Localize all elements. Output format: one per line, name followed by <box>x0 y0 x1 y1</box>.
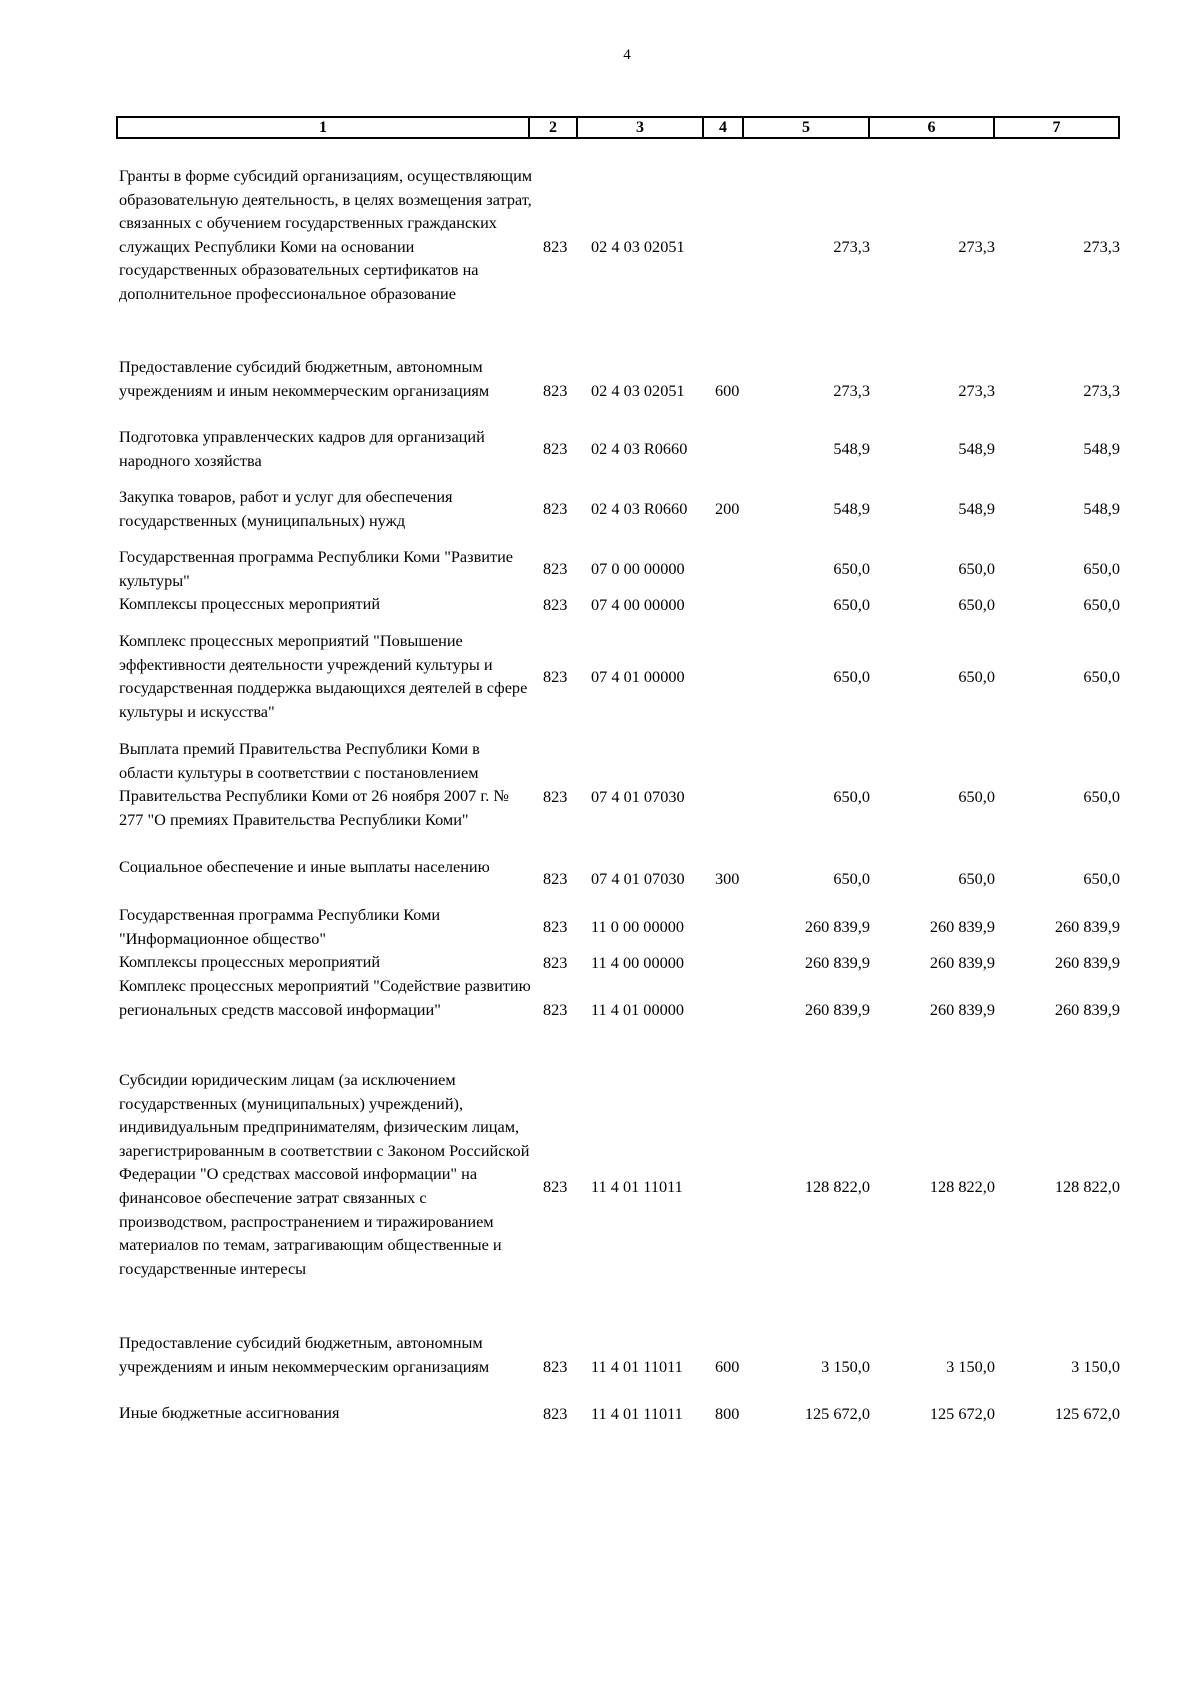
row-admin-code: 823 <box>543 380 568 400</box>
header-col-5: 5 <box>743 117 869 138</box>
row-amount-col7: 3 150,0 <box>1071 1356 1120 1376</box>
column-number-header <box>116 116 1120 139</box>
row-amount-col5: 125 672,0 <box>804 1403 870 1423</box>
table-row <box>0 1331 1200 1402</box>
row-expense-type: 300 <box>715 869 740 889</box>
row-amount-col6: 548,9 <box>958 499 995 519</box>
row-admin-code: 823 <box>543 952 568 972</box>
row-target-code: 02 4 03 R0660 <box>591 439 688 459</box>
row-target-code: 07 4 00 00000 <box>591 594 685 614</box>
row-target-code: 07 4 01 07030 <box>591 786 685 806</box>
table-row <box>0 485 1200 533</box>
row-admin-code: 823 <box>543 594 568 614</box>
page-number: 4 <box>623 47 631 63</box>
header-col-1: 1 <box>117 117 529 138</box>
header-col-7: 7 <box>994 117 1119 138</box>
row-amount-col7: 548,9 <box>1083 499 1120 519</box>
row-amount-col6: 273,3 <box>958 237 995 257</box>
row-amount-col5: 260 839,9 <box>804 917 870 937</box>
row-amount-col7: 260 839,9 <box>1054 952 1120 972</box>
row-amount-col7: 650,0 <box>1083 559 1120 579</box>
row-target-code: 02 4 03 02051 <box>591 380 685 400</box>
row-target-code: 11 4 01 11011 <box>591 1356 683 1376</box>
row-expense-type: 600 <box>715 380 740 400</box>
row-admin-code: 823 <box>543 999 568 1019</box>
row-amount-col7: 650,0 <box>1083 786 1120 806</box>
row-admin-code: 823 <box>543 499 568 519</box>
row-amount-col5: 650,0 <box>833 666 870 686</box>
row-amount-col5: 548,9 <box>833 439 870 459</box>
table-row <box>0 950 1200 975</box>
row-admin-code: 823 <box>543 1176 568 1196</box>
row-admin-code: 823 <box>543 1356 568 1376</box>
row-amount-col7: 260 839,9 <box>1054 999 1120 1019</box>
row-amount-col6: 273,3 <box>958 380 995 400</box>
row-description: Комплекс процессных мероприятий "Содействие развитию региональных средств массовой информации" <box>119 976 531 1019</box>
row-amount-col7: 650,0 <box>1083 666 1120 686</box>
row-amount-col6: 650,0 <box>958 869 995 889</box>
row-admin-code: 823 <box>543 869 568 889</box>
table-row <box>0 592 1200 617</box>
row-amount-col7: 125 672,0 <box>1054 1403 1120 1423</box>
row-amount-col6: 650,0 <box>958 559 995 579</box>
row-target-code: 11 4 01 00000 <box>591 999 685 1019</box>
row-target-code: 11 4 00 00000 <box>591 952 685 972</box>
row-admin-code: 823 <box>543 439 568 459</box>
row-amount-col5: 273,3 <box>833 237 870 257</box>
row-admin-code: 823 <box>543 786 568 806</box>
row-description: Комплексы процессных мероприятий <box>119 952 381 971</box>
row-amount-col6: 260 839,9 <box>929 917 995 937</box>
row-expense-type: 200 <box>715 499 740 519</box>
table-row <box>0 903 1200 951</box>
row-description: Иные бюджетные ассигнования <box>119 1403 340 1422</box>
table-row <box>0 855 1200 903</box>
row-description: Выплата премий Правительства Республики Коми в области культуры в соответствии с постановлением Правительства Республики Коми от 26 ноября 2007 г. № 277 "О премиях Правительства Республики Коми" <box>119 739 509 829</box>
header-col-6: 6 <box>869 117 994 138</box>
row-amount-col7: 128 822,0 <box>1054 1176 1120 1196</box>
row-amount-col5: 260 839,9 <box>804 999 870 1019</box>
table-row <box>0 545 1200 593</box>
row-description: Государственная программа Республики Коми "Информационное общество" <box>119 905 441 948</box>
row-description: Гранты в форме субсидий организациям, осуществляющим образовательную деятельность, в целях возмещения затрат, связанных с обучением государственных гражданских служащих Республики Коми на основании государственных образовательных сертификатов на дополнительное профессиональное образование <box>119 166 533 303</box>
row-target-code: 07 4 01 07030 <box>591 869 685 889</box>
row-target-code: 11 0 00 00000 <box>591 917 685 937</box>
row-amount-col7: 548,9 <box>1083 439 1120 459</box>
header-col-4: 4 <box>703 117 743 138</box>
row-target-code: 02 4 03 R0660 <box>591 499 688 519</box>
row-description: Комплекс процессных мероприятий "Повышение эффективности деятельности учреждений культуры и государственная поддержка выдающихся деятелей в сфере культуры и искусства" <box>119 631 528 721</box>
row-target-code: 07 4 01 00000 <box>591 666 685 686</box>
row-description: Комплексы процессных мероприятий <box>119 594 381 613</box>
table-row <box>0 1401 1200 1426</box>
row-amount-col7: 273,3 <box>1083 237 1120 257</box>
header-col-2: 2 <box>529 117 577 138</box>
row-target-code: 11 4 01 11011 <box>591 1176 683 1196</box>
row-amount-col6: 650,0 <box>958 786 995 806</box>
row-admin-code: 823 <box>543 559 568 579</box>
header-col-3: 3 <box>577 117 703 138</box>
table-row <box>0 737 1200 856</box>
row-description: Социальное обеспечение и иные выплаты населению <box>119 857 490 876</box>
row-amount-col5: 273,3 <box>833 380 870 400</box>
row-admin-code: 823 <box>543 666 568 686</box>
row-amount-col6: 650,0 <box>958 594 995 614</box>
row-admin-code: 823 <box>543 1403 568 1423</box>
row-amount-col5: 128 822,0 <box>804 1176 870 1196</box>
row-amount-col7: 273,3 <box>1083 380 1120 400</box>
row-description: Предоставление субсидий бюджетным, автономным учреждениям и иным некоммерческим организациям <box>119 1333 490 1376</box>
row-amount-col6: 650,0 <box>958 666 995 686</box>
row-amount-col6: 3 150,0 <box>946 1356 995 1376</box>
row-amount-col7: 650,0 <box>1083 594 1120 614</box>
table-row <box>0 425 1200 473</box>
row-amount-col5: 650,0 <box>833 559 870 579</box>
row-target-code: 11 4 01 11011 <box>591 1403 683 1423</box>
table-row <box>0 974 1200 1045</box>
row-description: Подготовка управленческих кадров для организаций народного хозяйства <box>119 427 485 470</box>
table-row <box>0 355 1200 426</box>
row-amount-col5: 650,0 <box>833 869 870 889</box>
row-amount-col6: 260 839,9 <box>929 999 995 1019</box>
row-amount-col6: 548,9 <box>958 439 995 459</box>
row-target-code: 07 0 00 00000 <box>591 559 685 579</box>
row-description: Государственная программа Республики Коми "Развитие культуры" <box>119 547 514 590</box>
row-admin-code: 823 <box>543 917 568 937</box>
row-target-code: 02 4 03 02051 <box>591 237 685 257</box>
row-description: Предоставление субсидий бюджетным, автономным учреждениям и иным некоммерческим организациям <box>119 357 490 400</box>
row-amount-col7: 260 839,9 <box>1054 917 1120 937</box>
row-expense-type: 600 <box>715 1356 740 1376</box>
row-description: Закупка товаров, работ и услуг для обеспечения государственных (муниципальных) нужд <box>119 487 453 530</box>
row-amount-col5: 548,9 <box>833 499 870 519</box>
row-amount-col6: 260 839,9 <box>929 952 995 972</box>
table-row <box>0 629 1200 724</box>
row-expense-type: 800 <box>715 1403 740 1423</box>
row-amount-col7: 650,0 <box>1083 869 1120 889</box>
row-amount-col5: 3 150,0 <box>821 1356 870 1376</box>
row-admin-code: 823 <box>543 237 568 257</box>
row-amount-col5: 650,0 <box>833 786 870 806</box>
table-row <box>0 164 1200 330</box>
table-row <box>0 1068 1200 1305</box>
row-amount-col6: 128 822,0 <box>929 1176 995 1196</box>
row-amount-col5: 650,0 <box>833 594 870 614</box>
row-amount-col6: 125 672,0 <box>929 1403 995 1423</box>
row-description: Субсидии юридическим лицам (за исключением государственных (муниципальных) учреждений), индивидуальным предпринимателям, физическим лицам, зарегистрированным в соответствии с Законом Российской Федерации "О средствах массовой информации" на финансовое обеспечение затрат связанных с производством, распространением и тиражированием материалов по темам, затрагивающим общественные и государственные интересы <box>119 1070 530 1278</box>
row-amount-col5: 260 839,9 <box>804 952 870 972</box>
